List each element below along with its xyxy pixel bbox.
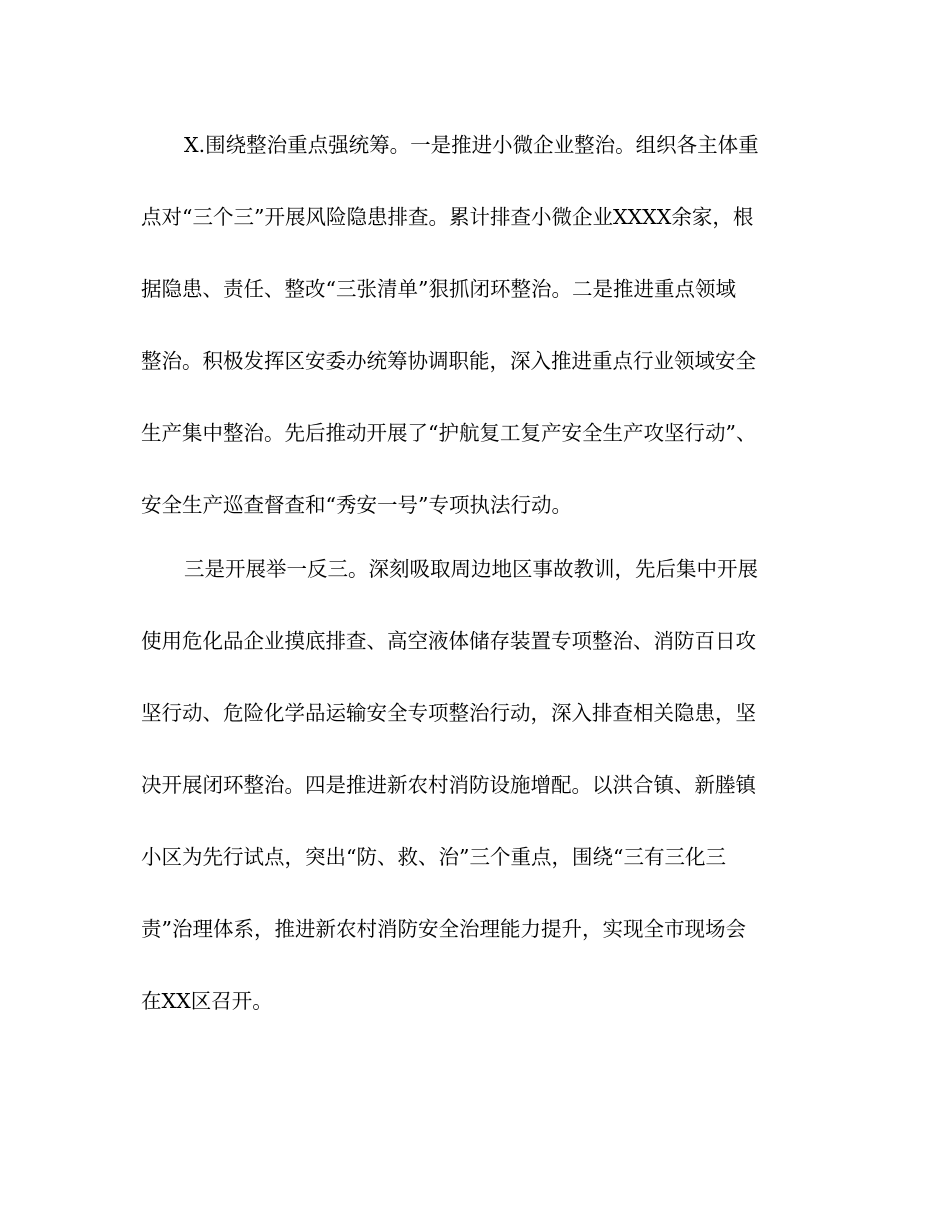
paragraph-2-line-4: 决开展闭环整治。四是推进新农村消防设施增配。以洪合镇、新塍镇 (141, 773, 756, 797)
paragraph-1-line-5: 生产集中整治。先后推动开展了“护航复工复产安全生产攻坚行动”、 (141, 421, 757, 445)
paragraph-2-line-1: 三是开展举一反三。深刻吸取周边地区事故教训，先后集中开展 (184, 557, 758, 581)
paragraph-1-line-3: 据隐患、责任、整改“三张清单”狠抓闭环整治。二是推进重点领域 (141, 277, 736, 301)
paragraph-2-line-5: 小区为先行试点，突出“防、救、治”三个重点，围绕“三有三化三 (141, 845, 726, 869)
paragraph-1-line-6: 安全生产巡查督查和“秀安一号”专项执法行动。 (141, 493, 572, 517)
paragraph-2-line-3: 坚行动、危险化学品运输安全专项整治行动，深入排查相关隐患，坚 (141, 701, 756, 725)
paragraph-2-line-6: 责”治理体系，推进新农村消防安全治理能力提升，实现全市现场会 (141, 917, 746, 941)
paragraph-1-line-2: 点对“三个三”开展风险隐患排查。累计排查小微企业XXXX余家，根 (141, 205, 754, 229)
paragraph-2-line-2: 使用危化品企业摸底排查、高空液体储存装置专项整治、消防百日攻 (141, 629, 756, 653)
paragraph-1-line-4: 整治。积极发挥区安委办统筹协调职能，深入推进重点行业领域安全 (141, 349, 756, 373)
paragraph-1-line-1: X.围绕整治重点强统筹。一是推进小微企业整治。组织各主体重 (184, 133, 759, 157)
paragraph-2-line-7: 在XX区召开。 (141, 989, 273, 1013)
